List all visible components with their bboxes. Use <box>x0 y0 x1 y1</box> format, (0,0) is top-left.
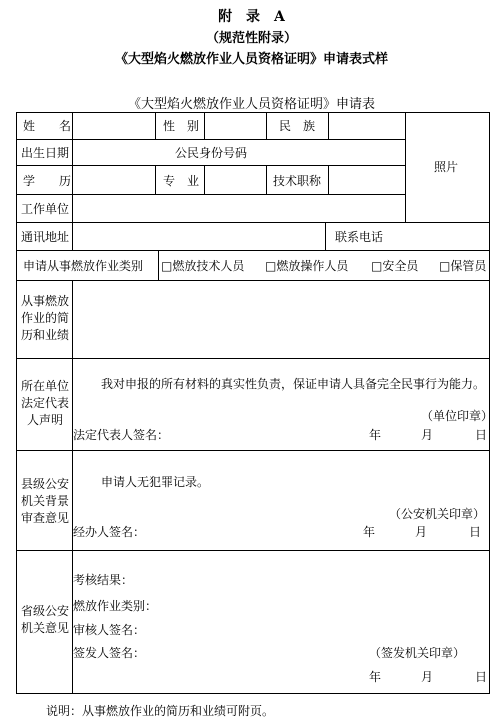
provincial-police-label: 省级公安机关意见 <box>20 604 69 635</box>
police-day: 日 <box>469 525 482 539</box>
legal-representative-label: 所在单位法定代表人声明 <box>20 379 69 427</box>
police-statement: 申请人无犯罪记录。 <box>101 475 210 489</box>
legal-day: 日 <box>475 428 488 442</box>
form-title: 《大型焰火燃放作业人员资格证明》申请表 <box>127 97 375 112</box>
handler-signature-label: 经办人签名： <box>73 525 146 539</box>
legal-statement: 我对申报的所有材料的真实性负责，保证申请人具备完全民事行为能力。 <box>101 377 486 391</box>
birthdate-label: 出生日期 <box>21 146 70 160</box>
application-form-table <box>16 112 494 694</box>
option-technician[interactable]: □燃放技术人员 <box>161 259 245 273</box>
address-label: 通讯地址 <box>21 230 70 244</box>
operation-category-label: 燃放作业类别： <box>73 599 158 613</box>
phone-label: 联系电话 <box>335 230 384 244</box>
issuing-authority-seal: （签发机关印章） <box>369 646 466 660</box>
issuer-signature-label: 签发人签名： <box>73 646 146 660</box>
education-label: 学 历 <box>23 174 72 188</box>
resume-label: 从事燃放作业的简历和业绩 <box>20 294 69 342</box>
employer-label: 工作单位 <box>21 202 70 216</box>
name-label: 姓 名 <box>23 119 72 133</box>
prov-month: 月 <box>421 670 434 684</box>
option-operator[interactable]: □燃放操作人员 <box>265 259 349 273</box>
ethnicity-label: 民 族 <box>279 119 316 133</box>
technical-title-label: 技术职称 <box>273 174 322 188</box>
appendix-heading: 附 录 A <box>218 9 285 25</box>
prov-year: 年 <box>369 670 382 684</box>
id-number-label: 公民身份号码 <box>175 146 248 160</box>
police-month: 月 <box>415 525 428 539</box>
footnote: 说明：从事燃放作业的简历和业绩可附页。 <box>46 704 275 718</box>
reviewer-signature-label: 审核人签名： <box>73 623 146 637</box>
option-safety-officer[interactable]: □安全员 <box>371 259 419 273</box>
gender-label: 性 别 <box>163 119 200 133</box>
legal-month: 月 <box>421 428 434 442</box>
legal-year: 年 <box>369 428 382 442</box>
police-seal: （公安机关印章） <box>389 507 486 521</box>
police-year: 年 <box>363 525 376 539</box>
option-custodian[interactable]: □保管员 <box>439 259 487 273</box>
prov-day: 日 <box>475 670 488 684</box>
assessment-result-label: 考核结果： <box>73 573 134 587</box>
normative-note: （规范性附录） <box>205 31 297 46</box>
unit-seal: （单位印章） <box>421 409 494 423</box>
photo-label: 照片 <box>434 160 459 174</box>
county-police-label: 县级公安机关背景审查意见 <box>20 477 69 525</box>
legal-signature-label: 法定代表人签名： <box>73 428 170 442</box>
major-label: 专 业 <box>163 174 200 188</box>
document-title: 《大型焰火燃放作业人员资格证明》申请表式样 <box>114 52 388 67</box>
category-label: 申请从事燃放作业类别 <box>23 259 144 273</box>
